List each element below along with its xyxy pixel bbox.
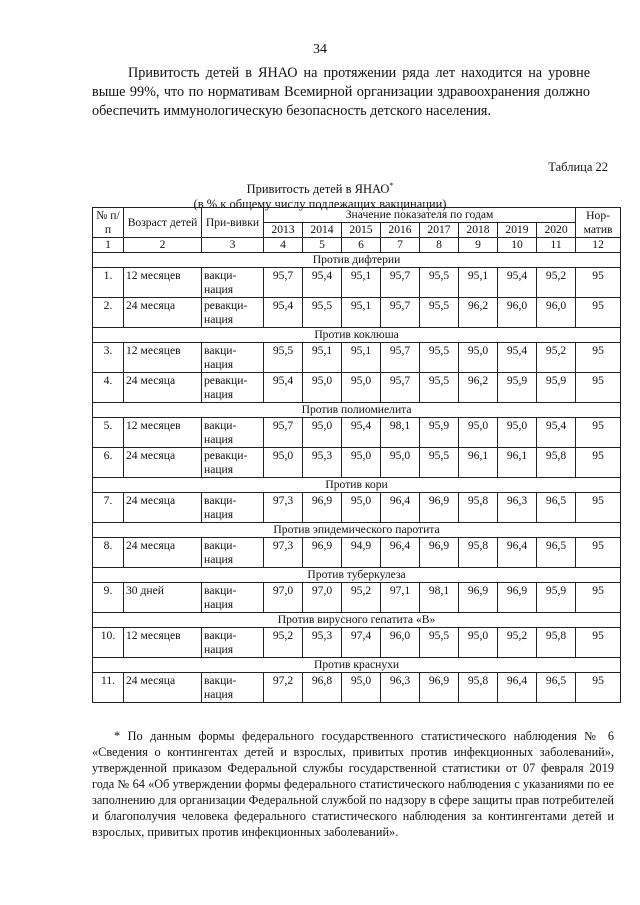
- section-row: [93, 328, 621, 343]
- row-value: 97,3: [264, 538, 303, 568]
- row-value: 95,7: [381, 298, 420, 328]
- header-num: № п/п: [93, 208, 124, 238]
- section-title: Против полиомиелита: [93, 403, 621, 418]
- row-value: 95,0: [342, 448, 381, 478]
- row-value: 96,5: [537, 493, 576, 523]
- row-value: 95,1: [342, 298, 381, 328]
- row-number: 1.: [93, 268, 124, 298]
- column-number: 1: [93, 238, 124, 253]
- row-value: 96,2: [459, 298, 498, 328]
- row-value: 96,1: [498, 448, 537, 478]
- row-value: 97,1: [381, 583, 420, 613]
- row-value: 96,0: [381, 628, 420, 658]
- row-value: 95,9: [420, 418, 459, 448]
- row-value: 96,9: [303, 538, 342, 568]
- year-header: 2018: [459, 223, 498, 238]
- row-age: 12 месяцев: [124, 628, 202, 658]
- year-header: 2016: [381, 223, 420, 238]
- row-age: 24 месяца: [124, 673, 202, 703]
- column-number: 7: [381, 238, 420, 253]
- table-body: [93, 238, 621, 703]
- row-age: 24 месяца: [124, 373, 202, 403]
- row-number: 4.: [93, 373, 124, 403]
- column-number: 6: [342, 238, 381, 253]
- row-vaccination-type: вакци-нация: [202, 628, 264, 658]
- table-title-mark: *: [389, 181, 394, 190]
- row-value: 95,0: [303, 418, 342, 448]
- row-vaccination-type: вакци-нация: [202, 268, 264, 298]
- row-value: 96,9: [303, 493, 342, 523]
- row-value: 96,4: [498, 673, 537, 703]
- row-value: 96,5: [537, 673, 576, 703]
- table-row: [93, 418, 621, 448]
- row-norm: 95: [576, 373, 621, 403]
- row-value: 95,0: [342, 493, 381, 523]
- row-age: 12 месяцев: [124, 418, 202, 448]
- column-number: 8: [420, 238, 459, 253]
- row-value: 95,3: [303, 448, 342, 478]
- row-value: 95,5: [420, 298, 459, 328]
- row-value: 95,4: [342, 418, 381, 448]
- row-number: 2.: [93, 298, 124, 328]
- row-age: 12 месяцев: [124, 268, 202, 298]
- row-norm: 95: [576, 628, 621, 658]
- row-value: 96,5: [537, 538, 576, 568]
- section-title: Против краснухи: [93, 658, 621, 673]
- row-value: 97,2: [264, 673, 303, 703]
- row-value: 95,5: [420, 628, 459, 658]
- column-number: 9: [459, 238, 498, 253]
- row-value: 95,7: [381, 343, 420, 373]
- row-value: 96,9: [420, 493, 459, 523]
- row-value: 95,2: [498, 628, 537, 658]
- row-value: 95,2: [537, 343, 576, 373]
- section-row: [93, 403, 621, 418]
- row-age: 24 месяца: [124, 493, 202, 523]
- row-number: 9.: [93, 583, 124, 613]
- row-vaccination-type: ревакци-нация: [202, 373, 264, 403]
- row-vaccination-type: ревакци-нация: [202, 298, 264, 328]
- section-title: Против коклюша: [93, 328, 621, 343]
- row-value: 97,0: [264, 583, 303, 613]
- row-value: 96,4: [381, 538, 420, 568]
- row-value: 95,0: [459, 343, 498, 373]
- row-value: 95,3: [303, 628, 342, 658]
- row-value: 95,0: [381, 448, 420, 478]
- table-label: Таблица 22: [548, 160, 608, 174]
- year-header: 2013: [264, 223, 303, 238]
- column-number: 5: [303, 238, 342, 253]
- row-value: 95,9: [537, 373, 576, 403]
- row-value: 96,4: [498, 538, 537, 568]
- row-value: 95,5: [303, 298, 342, 328]
- row-value: 95,2: [264, 628, 303, 658]
- column-number-row: [93, 238, 621, 253]
- column-number: 4: [264, 238, 303, 253]
- row-number: 8.: [93, 538, 124, 568]
- row-norm: 95: [576, 583, 621, 613]
- row-age: 12 месяцев: [124, 343, 202, 373]
- section-title: Против дифтерии: [93, 253, 621, 268]
- column-number: 2: [124, 238, 202, 253]
- table-row: [93, 538, 621, 568]
- row-value: 95,5: [264, 343, 303, 373]
- row-value: 95,5: [420, 268, 459, 298]
- row-vaccination-type: вакци-нация: [202, 493, 264, 523]
- row-norm: 95: [576, 448, 621, 478]
- table-subtitle: (в % к общему числу подлежащих вакцинации): [193, 197, 447, 212]
- row-vaccination-type: вакци-нация: [202, 583, 264, 613]
- section-row: [93, 253, 621, 268]
- row-value: 95,2: [342, 583, 381, 613]
- row-norm: 95: [576, 418, 621, 448]
- section-row: [93, 523, 621, 538]
- row-value: 95,7: [264, 268, 303, 298]
- row-age: 24 месяца: [124, 298, 202, 328]
- table-row: [93, 673, 621, 703]
- column-number: 11: [537, 238, 576, 253]
- row-value: 95,7: [264, 418, 303, 448]
- header-years-group: Значение показателя по годам: [264, 208, 576, 223]
- row-value: 95,2: [537, 268, 576, 298]
- row-vaccination-type: вакци-нация: [202, 418, 264, 448]
- row-value: 96,4: [381, 493, 420, 523]
- header-row-1: [93, 208, 621, 223]
- row-value: 94,9: [342, 538, 381, 568]
- row-value: 95,0: [342, 673, 381, 703]
- header-type: При-вивки: [202, 208, 264, 238]
- year-header: 2019: [498, 223, 537, 238]
- row-value: 95,8: [537, 448, 576, 478]
- row-vaccination-type: вакци-нация: [202, 673, 264, 703]
- row-number: 6.: [93, 448, 124, 478]
- row-value: 95,0: [498, 418, 537, 448]
- row-value: 95,8: [459, 538, 498, 568]
- header-norm: Нор-матив: [576, 208, 621, 238]
- row-value: 97,3: [264, 493, 303, 523]
- row-value: 95,0: [264, 448, 303, 478]
- section-title: Против кори: [93, 478, 621, 493]
- row-vaccination-type: вакци-нация: [202, 343, 264, 373]
- row-value: 98,1: [381, 418, 420, 448]
- year-header: 2015: [342, 223, 381, 238]
- row-vaccination-type: вакци-нация: [202, 538, 264, 568]
- row-value: 96,3: [381, 673, 420, 703]
- row-number: 5.: [93, 418, 124, 448]
- row-value: 97,0: [303, 583, 342, 613]
- row-value: 95,1: [342, 268, 381, 298]
- row-number: 11.: [93, 673, 124, 703]
- row-value: 96,1: [459, 448, 498, 478]
- row-value: 97,4: [342, 628, 381, 658]
- row-value: 95,8: [459, 673, 498, 703]
- table-row: [93, 298, 621, 328]
- row-value: 95,0: [459, 418, 498, 448]
- row-number: 3.: [93, 343, 124, 373]
- table-row: [93, 493, 621, 523]
- section-title: Против туберкулеза: [93, 568, 621, 583]
- section-row: [93, 613, 621, 628]
- row-age: 30 дней: [124, 583, 202, 613]
- page-number: 34: [313, 42, 327, 57]
- row-value: 96,8: [303, 673, 342, 703]
- table-title-text: Привитость детей в ЯНАО: [246, 182, 390, 197]
- section-row: [93, 658, 621, 673]
- year-header: 2020: [537, 223, 576, 238]
- row-value: 95,4: [498, 343, 537, 373]
- row-value: 95,0: [342, 373, 381, 403]
- row-value: 95,5: [420, 448, 459, 478]
- row-value: 95,4: [537, 418, 576, 448]
- intro-paragraph: Привитость детей в ЯНАО на протяжении ряда лет находится на уровне выше 99%, что по нормативам Всемирной организации здравоохранения должно обеспечить иммунологическую безопасность детского населения.: [92, 65, 590, 119]
- row-norm: 95: [576, 673, 621, 703]
- year-header: 2017: [420, 223, 459, 238]
- row-age: 24 месяца: [124, 448, 202, 478]
- row-value: 96,0: [498, 298, 537, 328]
- row-norm: 95: [576, 343, 621, 373]
- row-value: 95,0: [459, 628, 498, 658]
- row-norm: 95: [576, 538, 621, 568]
- row-value: 96,9: [420, 538, 459, 568]
- row-value: 95,9: [498, 373, 537, 403]
- table-row: [93, 343, 621, 373]
- row-value: 95,1: [342, 343, 381, 373]
- row-value: 96,9: [459, 583, 498, 613]
- row-value: 95,8: [459, 493, 498, 523]
- row-number: 7.: [93, 493, 124, 523]
- row-norm: 95: [576, 268, 621, 298]
- table-row: [93, 583, 621, 613]
- section-row: [93, 568, 621, 583]
- row-vaccination-type: ревакци-нация: [202, 448, 264, 478]
- footnote: * По данным формы федерального государственного статистического наблюдения № 6 «Сведения о контингентах детей и взрослых, привитых против инфекционных заболеваний», утвержденной приказом Федеральной службы государственной статистики от 07 февраля 2019 года № 64 «Об утверждении формы федерального статистического наблюдения с указаниями по ее заполнению для организации Федеральной службой по надзору в сфере защиты прав потребителей и благополучия человека федерального статистического наблюдения за контингентами детей и взрослых, привитых против инфекционных заболеваний».: [92, 729, 614, 839]
- table-title: [0, 178, 640, 197]
- header-age: Возраст детей: [124, 208, 202, 238]
- row-value: 96,9: [420, 673, 459, 703]
- row-age: 24 месяца: [124, 538, 202, 568]
- row-norm: 95: [576, 298, 621, 328]
- row-value: 95,0: [303, 373, 342, 403]
- row-value: 95,5: [420, 343, 459, 373]
- row-value: 95,4: [498, 268, 537, 298]
- table-row: [93, 628, 621, 658]
- table-row: [93, 268, 621, 298]
- row-value: 95,4: [264, 298, 303, 328]
- section-row: [93, 478, 621, 493]
- row-value: 98,1: [420, 583, 459, 613]
- column-number: 3: [202, 238, 264, 253]
- row-value: 95,8: [537, 628, 576, 658]
- row-value: 95,4: [264, 373, 303, 403]
- column-number: 12: [576, 238, 621, 253]
- row-value: 96,3: [498, 493, 537, 523]
- row-value: 95,9: [537, 583, 576, 613]
- row-value: 95,7: [381, 268, 420, 298]
- row-norm: 95: [576, 493, 621, 523]
- row-value: 95,4: [303, 268, 342, 298]
- year-header: 2014: [303, 223, 342, 238]
- row-value: 96,2: [459, 373, 498, 403]
- section-title: Против эпидемического паротита: [93, 523, 621, 538]
- row-value: 95,7: [381, 373, 420, 403]
- row-value: 95,1: [303, 343, 342, 373]
- row-value: 96,0: [537, 298, 576, 328]
- column-number: 10: [498, 238, 537, 253]
- section-title: Против вирусного гепатита «В»: [93, 613, 621, 628]
- row-value: 96,9: [498, 583, 537, 613]
- row-value: 95,5: [420, 373, 459, 403]
- table-row: [93, 373, 621, 403]
- vaccination-table: [92, 207, 621, 703]
- row-number: 10.: [93, 628, 124, 658]
- row-value: 95,1: [459, 268, 498, 298]
- table-row: [93, 448, 621, 478]
